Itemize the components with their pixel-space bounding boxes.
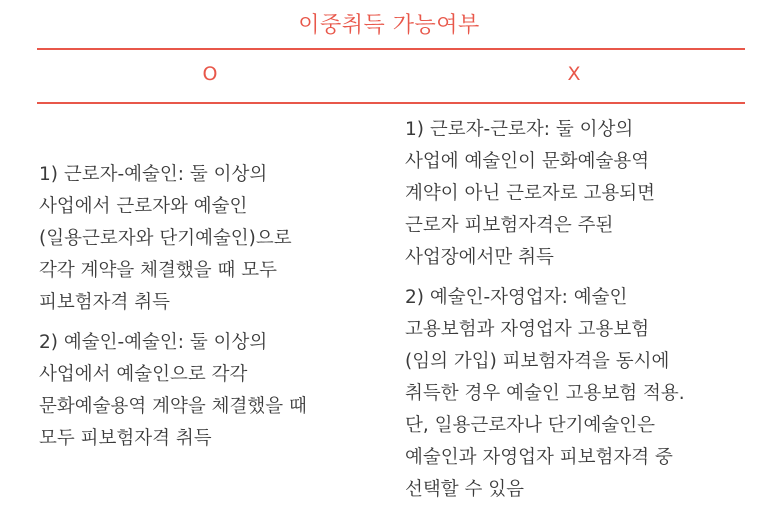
text-line: 문화예술용역 계약을 체결했을 때	[39, 396, 307, 417]
header-bottom-rule	[37, 102, 745, 104]
text-line: 1) 근로자-예술인: 둘 이상의	[39, 164, 268, 185]
not-possible-cases-cell	[405, 114, 770, 506]
text-line: 1) 근로자-근로자: 둘 이상의	[405, 119, 634, 140]
text-line: 고용보험과 자영업자 고용보험	[405, 319, 650, 340]
text-line: 사업에서 예술인으로 각각	[39, 364, 248, 385]
text-line: 2) 예술인-자영업자: 예술인	[405, 287, 628, 308]
case-worker-worker	[405, 114, 770, 274]
case-artist-selfemployed	[405, 282, 770, 506]
header-top-rule	[37, 48, 745, 50]
case-artist-artist	[39, 327, 384, 455]
text-line: 모두 피보험자격 취득	[39, 428, 212, 449]
column-header-possible: O	[202, 63, 218, 85]
column-header-not-possible: X	[567, 63, 581, 85]
text-line: 사업장에서만 취득	[405, 247, 554, 268]
text-line: 계약이 아닌 근로자로 고용되면	[405, 183, 655, 204]
text-line: 취득한 경우 예술인 고용보험 적용.	[405, 383, 685, 404]
case-worker-artist	[39, 159, 384, 319]
possible-cases-cell	[39, 159, 384, 455]
text-line: 사업에 예술인이 문화예술용역	[405, 151, 650, 172]
text-line: 근로자 피보험자격은 주된	[405, 215, 614, 236]
text-line: 예술인과 자영업자 피보험자격 중	[405, 447, 673, 468]
text-line: (임의 가입) 피보험자격을 동시에	[405, 351, 670, 372]
text-line: (일용근로자와 단기예술인)으로	[39, 228, 292, 249]
text-line: 단, 일용근로자나 단기예술인은	[405, 415, 655, 436]
text-line: 사업에서 근로자와 예술인	[39, 196, 248, 217]
text-line: 각각 계약을 체결했을 때 모두	[39, 260, 277, 281]
page-title: 이중취득 가능여부	[298, 13, 480, 38]
text-line: 2) 예술인-예술인: 둘 이상의	[39, 332, 268, 353]
text-line: 선택할 수 있음	[405, 479, 524, 500]
text-line: 피보험자격 취득	[39, 292, 170, 313]
